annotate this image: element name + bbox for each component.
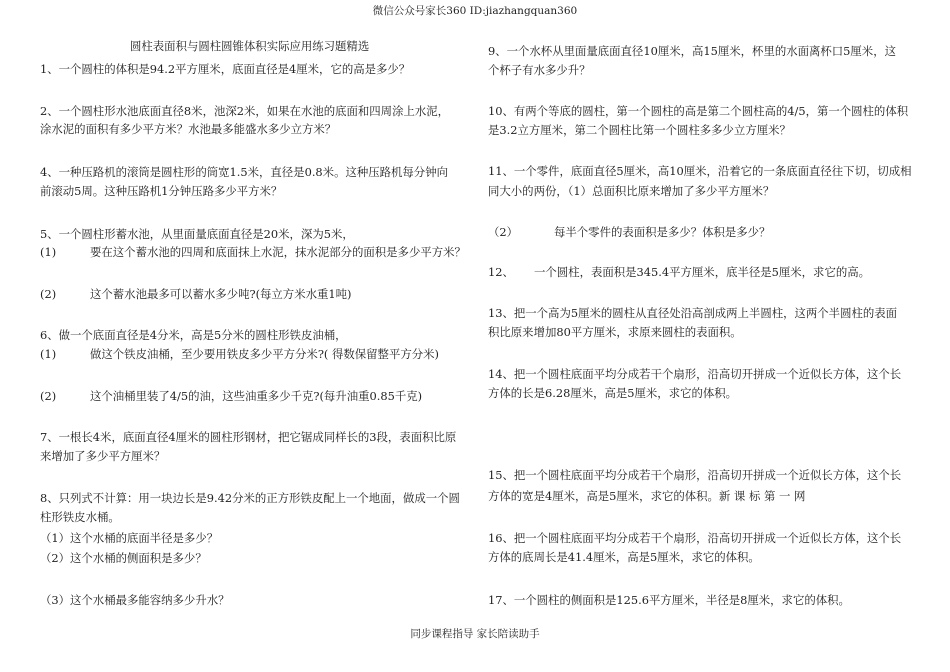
question-13-line-1: 13、把一个高为5厘米的圆柱从直径处沿高剖成两上半圆柱，这两个半圆柱的表面 [488, 306, 898, 320]
question-5: 5、一个圆柱形蓄水池，从里面量底面直径是20米，深为5米， [40, 227, 354, 241]
part-text: 这个油桶里装了4/5的油，这些油重多少千克?(每升油重0.85千克) [90, 389, 423, 403]
question-5-part-2 [40, 285, 351, 303]
question-16-line-1: 16、把一个圆柱底面平均分成若干个扇形，沿高切开拼成一个近似长方体，这个长 [488, 531, 902, 545]
question-8-line-1: 8、只列式不计算：用一块边长是9.42分米的正方形铁皮配上一个地面，做成一个圆 [40, 491, 460, 505]
part-number: （2） [488, 225, 519, 239]
page-header: 微信公众号家长360 ID:jiazhangquan360 [372, 5, 578, 17]
question-14-line-2: 方体的长是6.28厘米，高是5厘米，求它的体积。 [488, 386, 738, 400]
question-15-line-2: 方体的宽是4厘米，高是5厘米，求它的体积。新 课 标 第 一 网 [488, 489, 806, 503]
question-10-line-2: 是3.2立方厘米，第二个圆柱比第一个圆柱多多少立方厘米？ [488, 123, 791, 137]
worksheet-title: 圆柱表面积与圆柱圆锥体积实际应用练习题精选 [130, 39, 370, 53]
question-15-line-1: 15、把一个圆柱底面平均分成若干个扇形，沿高切开拼成一个近似长方体，这个长 [488, 468, 902, 482]
question-11-line-1: 11、一个零件，底面直径5厘米，高10厘米，沿着它的一条底面直径往下切，切成相 [488, 164, 912, 178]
question-11-part-2 [488, 223, 770, 241]
question-12 [488, 263, 870, 281]
part-text: 这个蓄水池最多可以蓄水多少吨?(每立方米水重1吨) [90, 287, 352, 301]
question-2-line-2: 涂水泥的面积有多少平方米？水池最多能盛水多少立方米？ [40, 122, 337, 136]
question-7-line-1: 7、一根长4米，底面直径4厘米的圆柱形钢材，把它锯成同样长的3段，表面积比原 [40, 430, 457, 444]
question-9-line-1: 9、一个水杯从里面量底面直径10厘米，高15厘米，杯里的水面离杯口5厘米，这 [488, 44, 896, 58]
question-6: 6、做一个底面直径是4分米，高是5分米的圆柱形铁皮油桶， [40, 328, 347, 342]
question-4-line-1: 4、一种压路机的滚筒是圆柱形的筒宽1.5米，直径是0.8米。这种压路机每分钟向 [40, 165, 448, 179]
question-14-line-1: 14、把一个圆柱底面平均分成若干个扇形，沿高切开拼成一个近似长方体，这个长 [488, 367, 902, 381]
question-1: 1、一个圆柱的体积是94.2平方厘米，底面直径是4厘米，它的高是多少？ [40, 62, 411, 76]
question-6-part-1 [40, 345, 439, 363]
question-8-line-2: 柱形铁皮水桶。 [40, 510, 120, 524]
question-text: 一个圆柱，表面积是345.4平方厘米，底半径是5厘米，求它的高。 [534, 265, 871, 279]
question-number: 12、 [488, 265, 514, 279]
part-number: (2) [40, 287, 57, 301]
question-10-line-1: 10、有两个等底的圆柱，第一个圆柱的高是第二个圆柱高的4/5，第一个圆柱的体积 [488, 104, 909, 118]
question-5-part-1 [40, 243, 466, 261]
question-8-part-2: （2）这个水桶的侧面积是多少？ [40, 551, 207, 565]
question-13-line-2: 积比原来增加80平方厘米，求原来圆柱的表面积。 [488, 325, 742, 339]
question-9-line-2: 个杯子有水多少升？ [488, 63, 591, 77]
part-text: 做这个铁皮油桶，至少要用铁皮多少平方分米?( 得数保留整平方分米) [90, 347, 439, 361]
part-number: (2) [40, 389, 57, 403]
question-11-line-2: 同大小的两份，（1）总面积比原来增加了多少平方厘米？ [488, 184, 775, 198]
question-17: 17、一个圆柱的侧面积是125.6平方厘米，半径是8厘米，求它的体积。 [488, 593, 850, 607]
question-16-line-2: 方体的底周长是41.4厘米，高是5厘米，求它的体积。 [488, 550, 760, 564]
part-number: (1) [40, 245, 57, 259]
part-number: (1) [40, 347, 57, 361]
question-6-part-2 [40, 387, 422, 405]
page-footer: 同步课程指导 家长陪读助手 [410, 628, 540, 640]
question-7-line-2: 来增加了多少平方厘米？ [40, 449, 166, 463]
question-8-part-1: （1）这个水桶的底面半径是多少？ [40, 531, 219, 545]
question-2-line-1: 2、一个圆柱形水池底面直径8米，池深2米，如果在水池的底面和四周涂上水泥， [40, 104, 450, 118]
part-text: 要在这个蓄水池的四周和底面抹上水泥，抹水泥部分的面积是多少平方米？ [90, 245, 466, 259]
part-text: 每半个零件的表面积是多少？体积是多少？ [554, 225, 771, 239]
question-4-line-2: 前滚动5周。这种压路机1分钟压路多少平方米？ [40, 184, 283, 198]
question-8-part-3: （3）这个水桶最多能容纳多少升水？ [40, 593, 230, 607]
